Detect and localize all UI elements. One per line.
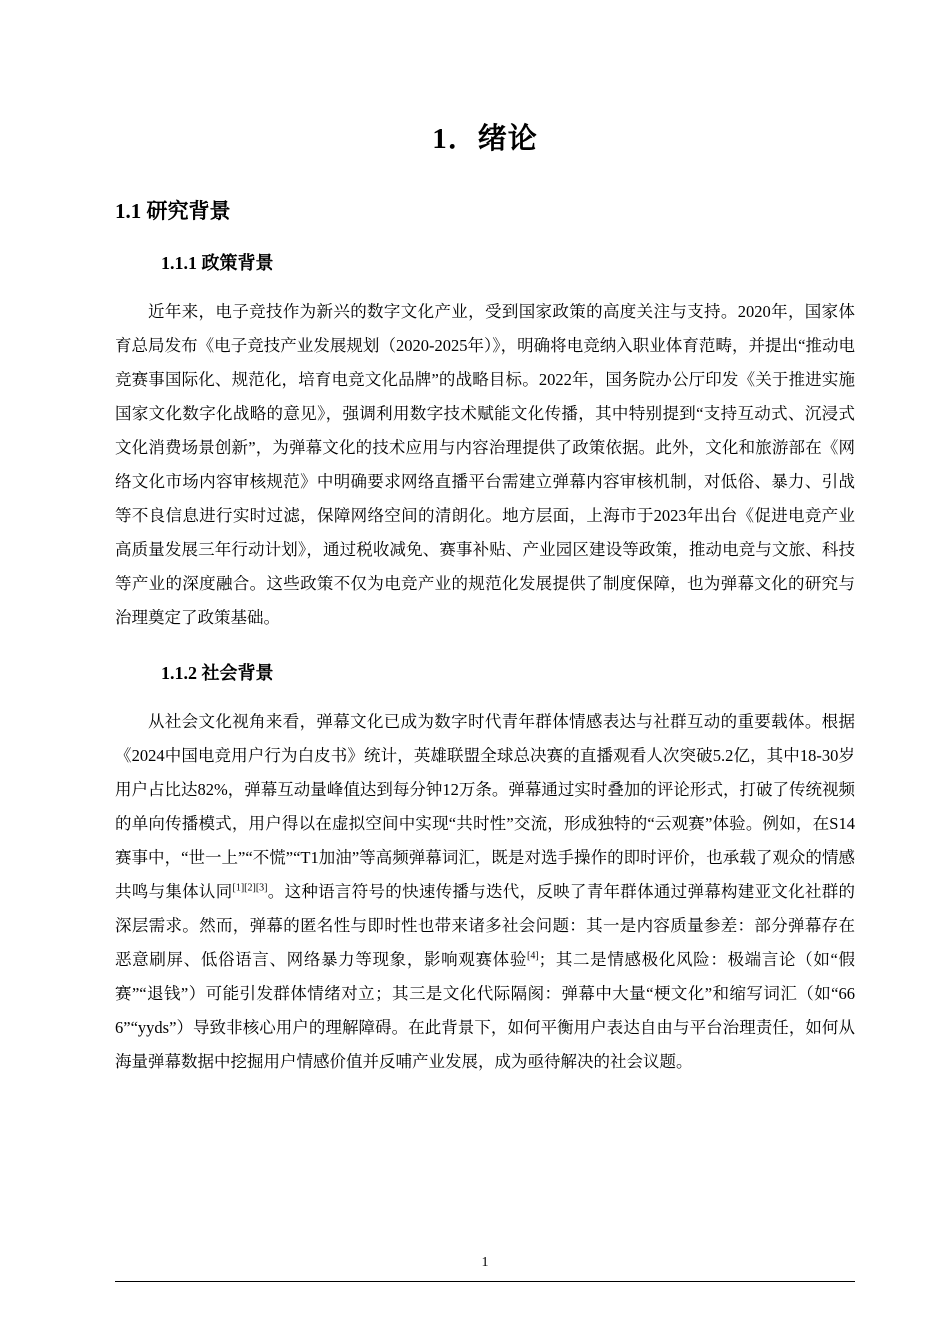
social-text-segment-2: 。这种语言符号的快速传播与迭代，反映了青年群体通过弹幕构建亚文化社群的深层需求。然而，弹幕的匿名性与即时性也带来诸多社会问题：其一是内容质量参差：部分弹幕存在恶意刷屏、低俗语言、网络暴力等现象，影响观赛体验 [115,882,856,969]
subsection-heading-1-1-1: 1.1.1 政策背景 [161,253,274,273]
footer-divider-line [115,1281,855,1282]
chapter-title: 1．绪论 [432,123,538,155]
social-text-segment-1: 从社会文化视角来看，弹幕文化已成为数字时代青年群体情感表达与社群互动的重要载体。根据《2024中国电竞用户行为白皮书》统计，英雄联盟全球总决赛的直播观看人次突破5.2亿，其中18-30岁用户占比达82%，弹幕互动量峰值达到每分钟12万条。弹幕通过实时叠加的评论形式，打破了传统视频的单向传播模式，用户得以在虚拟空间中实现“共时性”交流，形成独特的“云观赛”体验。例如，在S14赛事中，“世一上”“不慌”“T1加油”等高频弹幕词汇，既是对选手操作的即时评价，也承载了观众的情感共鸣与集体认同 [115,712,855,901]
citation-refs-1-2-3: [1][2][3] [232,882,268,894]
section-heading-1-1: 1.1 研究背景 [115,199,231,223]
policy-background-paragraph: 近年来，电子竞技作为新兴的数字文化产业，受到国家政策的高度关注与支持。2020年，国家体育总局发布《电子竞技产业发展规划（2020-2025年）》，明确将电竞纳入职业体育范畴，并提出“推动电竞赛事国际化、规范化，培育电竞文化品牌”的战略目标。2022年，国务院办公厅印发《关于推进实施国家文化数字化战略的意见》，强调利用数字技术赋能文化传播，其中特别提到“支持互动式、沉浸式文化消费场景创新”，为弹幕文化的技术应用与内容治理提供了政策依据。此外，文化和旅游部在《网络文化市场内容审核规范》中明确要求网络直播平台需建立弹幕内容审核机制，对低俗、暴力、引战等不良信息进行实时过滤，保障网络空间的清朗化。地方层面，上海市于2023年出台《促进电竞产业高质量发展三年行动计划》，通过税收减免、赛事补贴、产业园区建设等政策，推动电竞与文旅、科技等产业的深度融合。这些政策不仅为电竞产业的规范化发展提供了制度保障，也为弹幕文化的研究与治理奠定了政策基础。 [115,302,855,627]
social-background-paragraph [115,705,855,1079]
page-number: 1 [481,1255,489,1270]
page-footer [115,1255,855,1282]
citation-ref-4: [4] [527,950,539,962]
social-text-segment-3: ；其二是情感极化风险：极端言论（如“假赛”“退钱”）可能引发群体情绪对立；其三是文化代际隔阂：弹幕中大量“梗文化”和缩写词汇（如“666”“yyds”）导致非核心用户的理解障碍。在此背景下，如何平衡用户表达自由与平台治理责任，如何从海量弹幕数据中挖掘用户情感价值并反哺产业发展，成为亟待解决的社会议题。 [115,950,855,1071]
subsection-heading-1-1-2: 1.1.2 社会背景 [161,663,274,683]
